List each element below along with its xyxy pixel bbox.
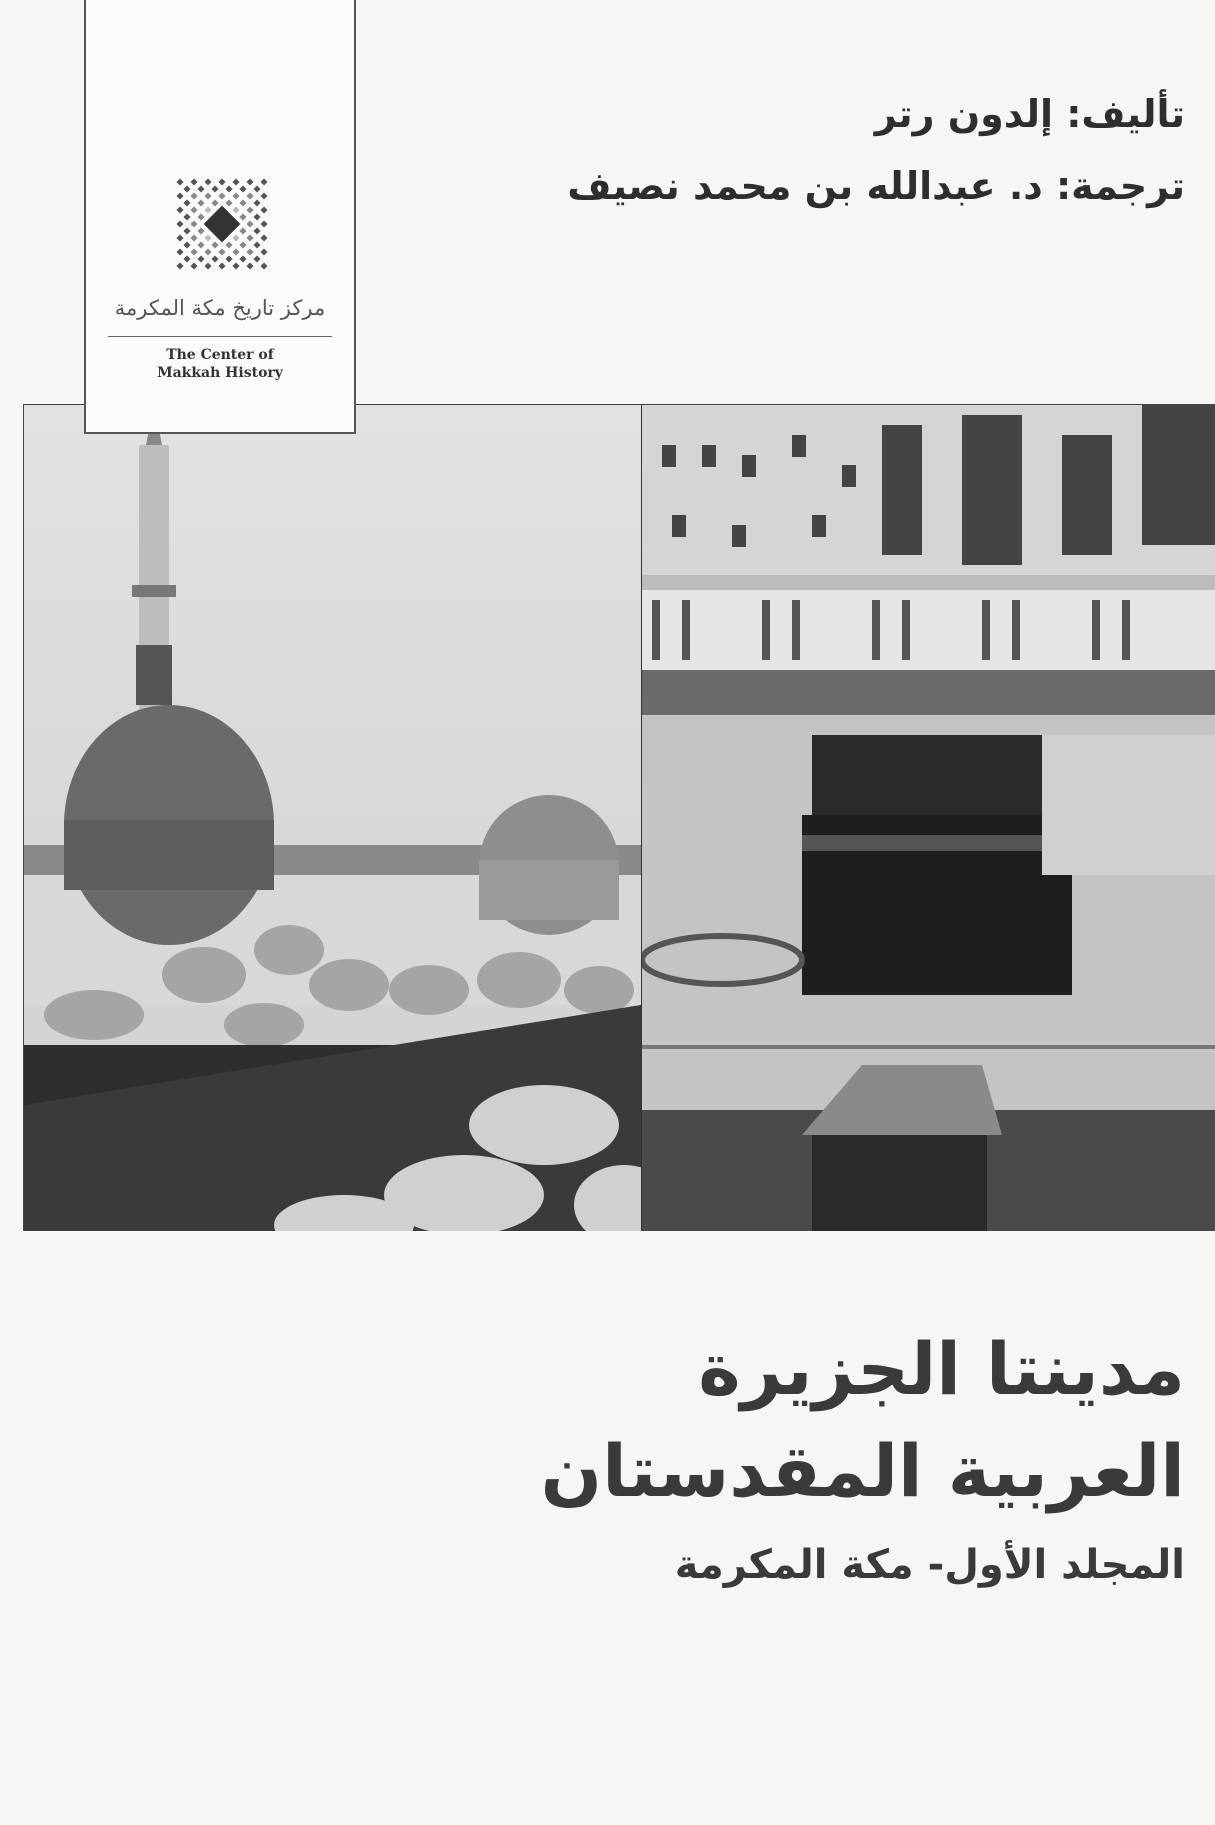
publisher-name-arabic: مركز تاريخ مكة المكرمة bbox=[114, 296, 326, 320]
mosque-photo bbox=[23, 405, 642, 1231]
title-line-2: العربية المقدستان bbox=[540, 1429, 1185, 1513]
book-title bbox=[541, 1318, 1185, 1522]
translator-line: ترجمة: د. عبدالله بن محمد نصيف bbox=[567, 164, 1185, 208]
publisher-logo-panel bbox=[84, 0, 356, 434]
title-line-1: مدينتا الجزيرة bbox=[698, 1327, 1185, 1411]
publisher-name-english-line2: Makkah History bbox=[157, 365, 283, 381]
credits bbox=[567, 78, 1185, 222]
cover-photos bbox=[23, 404, 1215, 1231]
logo-divider bbox=[108, 336, 332, 337]
volume-subtitle: المجلد الأول- مكة المكرمة bbox=[674, 1542, 1185, 1588]
publisher-name-english-line1: The Center of bbox=[166, 347, 274, 363]
author-line: تأليف: إلدون رتر bbox=[874, 92, 1185, 136]
kaaba-photo bbox=[642, 405, 1215, 1231]
publisher-name-english bbox=[86, 346, 354, 382]
publisher-logo-icon bbox=[158, 160, 286, 288]
